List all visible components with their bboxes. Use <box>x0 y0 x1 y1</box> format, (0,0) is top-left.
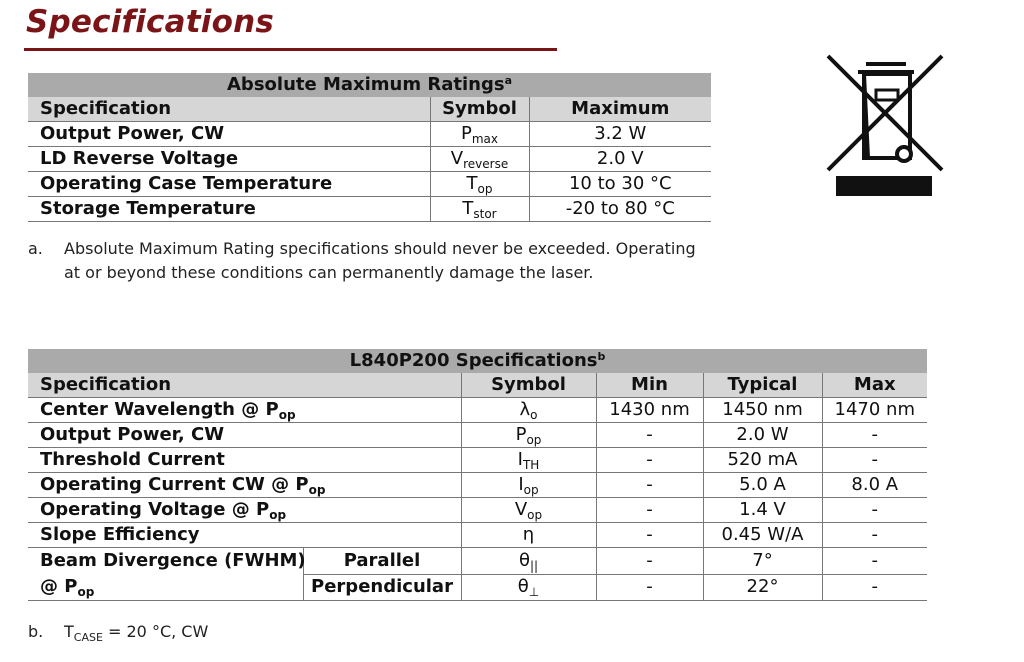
table-row-beam-parallel: Beam Divergence (FWHM) Parallel $\theta_{||}$ - 7° - <box>28 548 927 575</box>
footnote-b: b. $T_{CASE} = 20$ °C, CW <box>28 622 209 644</box>
column-header-symbol: Symbol <box>430 97 529 122</box>
table-row: Operating Voltage @ $P_{op}$ $V_{op}$ - 1.4 V - <box>28 498 927 523</box>
table-row: Output Power, CW $P_{op}$ - 2.0 W - <box>28 423 927 448</box>
table-title: Absolute Maximum Ratings$^a$ <box>28 73 711 97</box>
column-header-max: Max <box>822 373 927 398</box>
page-title: Specifications <box>26 4 275 40</box>
table-row: Storage Temperature $T_{stor}$ -20 to 80 °C <box>28 197 711 222</box>
table-row: Slope Efficiency η - 0.45 W/A - <box>28 523 927 548</box>
table-row: Operating Case Temperature $T_{op}$ 10 to 30 °C <box>28 172 711 197</box>
table-row: LD Reverse Voltage $V_{reverse}$ 2.0 V <box>28 147 711 172</box>
column-header-specification: Specification <box>28 373 461 398</box>
column-header-specification: Specification <box>28 97 430 122</box>
table-row: Operating Current CW @ $P_{op}$ $I_{op}$ - 5.0 A 8.0 A <box>28 473 927 498</box>
column-header-typical: Typical <box>703 373 822 398</box>
table-row: Output Power, CW $P_{max}$ 3.2 W <box>28 122 711 147</box>
title-divider <box>24 48 557 51</box>
absolute-maximum-ratings-table <box>28 73 711 222</box>
footnote-a: a. Absolute Maximum Rating specifications should never be exceeded. Operating at or beyond these conditions can permanently damage the laser. <box>28 239 696 282</box>
column-header-maximum: Maximum <box>529 97 711 122</box>
table-row-beam-perpendicular: @ $P_{op}$ Perpendicular $\theta_\perp$ - 22° - <box>28 574 927 601</box>
column-header-min: Min <box>596 373 703 398</box>
table-row: Threshold Current $I_{TH}$ - 520 mA - <box>28 448 927 473</box>
column-header-symbol: Symbol <box>461 373 596 398</box>
weee-crossed-out-bin-icon <box>824 50 946 198</box>
table-title: L840P200 Specifications$^b$ <box>28 349 927 373</box>
table-row: Center Wavelength @ $P_{op}$ $\lambda_o$ 1430 nm 1450 nm 1470 nm <box>28 398 927 423</box>
l840p200-specifications-table <box>28 349 927 601</box>
